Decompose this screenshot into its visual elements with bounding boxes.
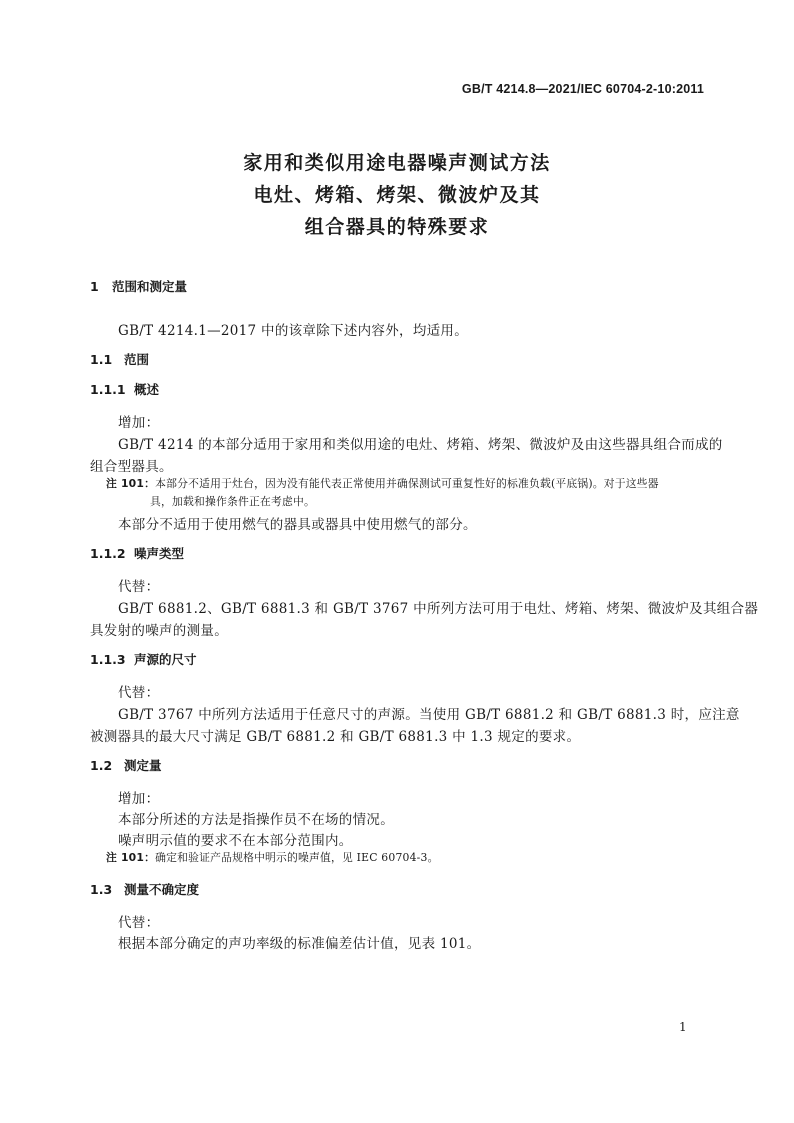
note-label: 注 101： <box>106 851 156 864</box>
section-1-1-3-heading <box>90 650 197 668</box>
section-1-1-2-lead: 代替： <box>118 579 160 595</box>
section-1-3-lead: 代替： <box>118 915 160 931</box>
note-label: 注 101： <box>106 477 156 490</box>
section-1-1-2-para-line1: GB/T 6881.2、GB/T 6881.3 和 GB/T 3767 中所列方法可用于电灶、烤箱、烤架、微波炉及其组合器 <box>118 601 759 617</box>
section-title: 范围 <box>124 352 150 367</box>
section-1-1-1-lead: 增加： <box>118 415 160 431</box>
page-number: 1 <box>679 1020 687 1034</box>
note-line-1: 本部分不适用于灶台，因为没有能代表正常使用并确保测试可重复性好的标准负载(平底锅)。对于这些器 <box>155 477 659 490</box>
section-1-2-para1: 本部分所述的方法是指操作员不在场的情况。 <box>118 812 394 828</box>
section-1-heading <box>90 277 187 295</box>
section-title: 范围和测定量 <box>112 279 188 294</box>
title-line-1: 家用和类似用途电器噪声测试方法 <box>243 152 551 174</box>
section-title: 声源的尺寸 <box>134 652 197 667</box>
section-1-1-3-para-line2: 被测器具的最大尺寸满足 GB/T 6881.2 和 GB/T 6881.3 中 1.3 规定的要求。 <box>90 729 581 745</box>
section-title: 概述 <box>134 382 160 397</box>
section-1-1-heading <box>90 350 149 368</box>
section-number: 1.1.1 <box>90 382 126 397</box>
section-1-2-heading <box>90 756 162 774</box>
standard-code-header: GB/T 4214.8—2021/IEC 60704-2-10:2011 <box>461 82 704 96</box>
title-line-2: 电灶、烤箱、烤架、微波炉及其 <box>253 184 541 206</box>
section-1-2-note <box>106 850 439 865</box>
section-1-1-3-para-line1: GB/T 3767 中所列方法适用于任意尺寸的声源。当使用 GB/T 6881.2 和 GB/T 6881.3 时，应注意 <box>118 707 740 723</box>
section-number: 1 <box>90 279 99 294</box>
section-1-1-1-para1-line1: GB/T 4214 的本部分适用于家用和类似用途的电灶、烤箱、烤架、微波炉及由这些器具组合而成的 <box>118 437 723 453</box>
section-1-1-1-note-line-2: 具，加载和操作条件正在考虑中。 <box>150 495 315 508</box>
note-text: 确定和验证产品规格中明示的噪声值，见 IEC 60704-3。 <box>155 851 439 864</box>
section-1-1-1-heading <box>90 380 159 398</box>
section-1-1-1-para2: 本部分不适用于使用燃气的器具或器具中使用燃气的部分。 <box>118 517 477 533</box>
section-title: 测定量 <box>124 758 162 773</box>
section-title: 噪声类型 <box>134 546 185 561</box>
section-number: 1.1.3 <box>90 652 126 667</box>
section-1-1-1-para1-line2: 组合型器具。 <box>90 459 173 475</box>
section-1-1-3-lead: 代替： <box>118 685 160 701</box>
section-1-2-para2: 噪声明示值的要求不在本部分范围内。 <box>118 833 353 849</box>
section-number: 1.2 <box>90 758 113 773</box>
section-1-2-lead: 增加： <box>118 791 160 807</box>
section-1-3-heading <box>90 880 199 898</box>
section-number: 1.1.2 <box>90 546 126 561</box>
section-1-text: GB/T 4214.1—2017 中的该章除下述内容外，均适用。 <box>118 323 469 339</box>
section-1-1-1-note <box>106 476 659 491</box>
section-number: 1.3 <box>90 882 113 897</box>
section-1-1-2-para-line2: 具发射的噪声的测量。 <box>90 623 228 639</box>
title-line-3: 组合器具的特殊要求 <box>304 216 490 238</box>
section-title: 测量不确定度 <box>124 882 200 897</box>
section-1-1-2-heading <box>90 544 184 562</box>
section-1-3-para: 根据本部分确定的声功率级的标准偏差估计值，见表 101。 <box>118 936 481 952</box>
section-number: 1.1 <box>90 352 113 367</box>
